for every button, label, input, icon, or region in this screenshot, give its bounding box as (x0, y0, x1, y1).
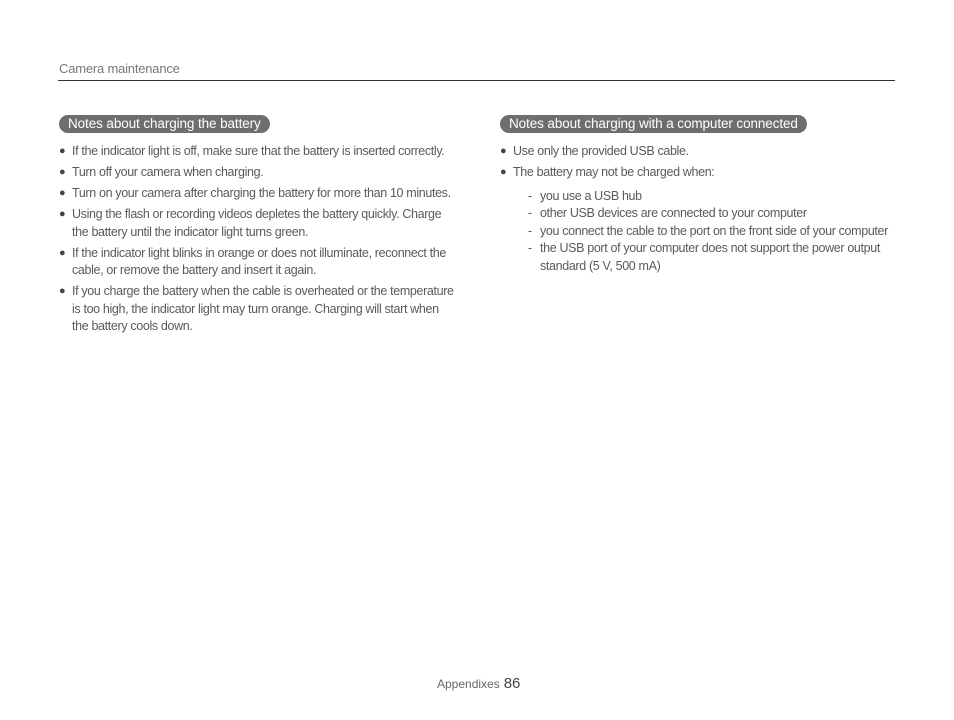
sub-list-item-text: you use a USB hub (540, 188, 642, 203)
list-item (500, 143, 900, 161)
list-item (59, 283, 454, 336)
bullet-icon: ● (59, 187, 66, 199)
sub-list-item-text: you connect the cable to the port on the front side of your computer (540, 223, 888, 238)
bullet-icon: ● (59, 208, 66, 220)
dash-icon: - (528, 223, 532, 238)
list-item (500, 164, 900, 275)
sub-list-item (513, 188, 900, 206)
bullet-icon: ● (59, 145, 66, 157)
list-item-text: If the indicator light blinks in orange or does not illuminate, reconnect the cable, or remove the battery and insert it again. (72, 245, 446, 277)
bullet-icon: ● (59, 285, 66, 297)
bullet-icon: ● (59, 166, 66, 178)
left-bullet-list (59, 143, 454, 336)
footer-label: Appendixes (437, 677, 500, 691)
right-column (500, 115, 900, 279)
list-item-text: Turn on your camera after charging the battery for more than 10 minutes. (72, 186, 451, 200)
list-item-text: If you charge the battery when the cable is overheated or the temperature is too high, the indicator light may turn orange. Charging will start when the battery cools down. (72, 284, 454, 333)
sub-list-item (513, 240, 900, 275)
bullet-icon: ● (500, 145, 507, 157)
list-item (59, 185, 454, 203)
bullet-icon: ● (59, 246, 66, 259)
list-item (59, 245, 454, 280)
left-heading: Notes about charging the battery (59, 115, 270, 133)
list-item (59, 206, 454, 241)
right-bullet-list (500, 143, 900, 275)
dash-icon: - (528, 188, 532, 203)
list-item-text: Turn off your camera when charging. (72, 165, 264, 179)
sub-list-item (513, 205, 900, 223)
sub-list (513, 188, 900, 276)
sub-list-item-text: other USB devices are connected to your computer (540, 206, 807, 220)
dash-icon: - (528, 206, 532, 220)
left-column (59, 115, 454, 339)
sub-list-item (513, 223, 900, 241)
list-item (59, 164, 454, 182)
list-item-text: The battery may not be charged when: (513, 165, 715, 179)
sub-list-item-text: the USB port of your computer does not support the power output standard (5 V, 500 mA) (540, 241, 880, 273)
bullet-icon: ● (500, 166, 507, 178)
page-number: 86 (503, 675, 521, 692)
list-item-text: Use only the provided USB cable. (513, 144, 689, 158)
dash-icon: - (528, 241, 532, 255)
list-item-text: Using the flash or recording videos depletes the battery quickly. Charge the battery until the indicator light turns green. (72, 207, 442, 239)
list-item-text: If the indicator light is off, make sure that the battery is inserted correctly. (72, 144, 445, 158)
header-rule (58, 80, 895, 81)
right-heading: Notes about charging with a computer connected (500, 115, 807, 133)
section-title: Camera maintenance (59, 61, 180, 76)
page-footer (437, 675, 520, 692)
list-item (59, 143, 454, 161)
